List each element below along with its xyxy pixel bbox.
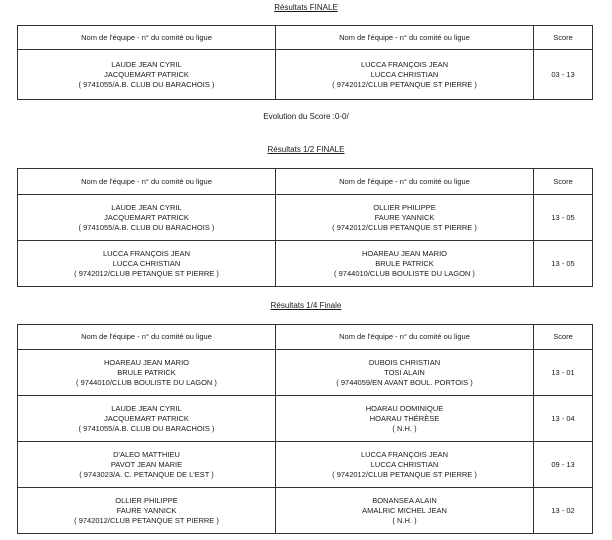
team2-cell — [276, 488, 534, 534]
player-name: FAURE YANNICK — [374, 212, 435, 222]
score-cell: 13 - 05 — [534, 195, 593, 241]
score-cell: 13 - 04 — [534, 396, 593, 442]
score-cell: 13 - 01 — [534, 350, 593, 396]
player-name: HOAREAU JEAN MARIO — [103, 357, 189, 367]
score-cell: 03 - 13 — [534, 50, 593, 100]
club-name: ( 9742012/CLUB PETANQUE ST PIERRE ) — [332, 79, 477, 89]
player-name: BONANSEA ALAIN — [372, 495, 437, 505]
player-name: BRULE PATRICK — [117, 367, 176, 377]
team2-cell — [276, 50, 534, 100]
player-name: JACQUEMART PATRICK — [104, 212, 189, 222]
header-score: Score — [534, 26, 593, 50]
team1-cell — [18, 488, 276, 534]
table-row — [18, 241, 593, 287]
player-name: LUCCA FRANÇOIS JEAN — [102, 248, 191, 258]
score-evolution: Evolution du Score :0-0/ — [263, 112, 349, 121]
club-name: ( 9742012/CLUB PETANQUE ST PIERRE ) — [332, 469, 477, 479]
player-name: HOARAU DOMINIQUE — [365, 403, 444, 413]
club-name: ( 9741055/A.B. CLUB DU BARACHOIS ) — [78, 79, 215, 89]
header-team2: Nom de l'équipe - n° du comité ou ligue — [276, 325, 534, 350]
header-team2: Nom de l'équipe - n° du comité ou ligue — [276, 26, 534, 50]
player-name: TOSI ALAIN — [384, 367, 425, 377]
team1-cell — [18, 195, 276, 241]
score-cell: 09 - 13 — [534, 442, 593, 488]
team2-cell — [276, 241, 534, 287]
quart-title: Résultats 1/4 Finale — [270, 301, 342, 310]
table-row — [18, 50, 593, 100]
team2-cell — [276, 396, 534, 442]
table-header-row — [18, 325, 593, 350]
player-name: PAVOT JEAN MARIE — [110, 459, 183, 469]
header-team1: Nom de l'équipe - n° du comité ou ligue — [18, 325, 276, 350]
player-name: OLLIER PHILIPPE — [115, 495, 178, 505]
table-header-row — [18, 26, 593, 50]
table-row — [18, 195, 593, 241]
player-name: HOAREAU JEAN MARIO — [361, 248, 447, 258]
player-name: LUCCA CHRISTIAN — [370, 459, 439, 469]
player-name: LAUDE JEAN CYRIL — [111, 202, 182, 212]
player-name: BRULE PATRICK — [375, 258, 434, 268]
team1-cell — [18, 350, 276, 396]
finale-title: Résultats FINALE — [274, 3, 338, 12]
finale-table — [17, 25, 593, 100]
club-name: ( N.H. ) — [392, 515, 417, 525]
club-name: ( 9742012/CLUB PETANQUE ST PIERRE ) — [74, 268, 219, 278]
club-name: ( 9744059/EN AVANT BOUL. PORTOIS ) — [336, 377, 473, 387]
table-row — [18, 442, 593, 488]
club-name: ( 9741055/A.B. CLUB DU BARACHOIS ) — [78, 423, 215, 433]
team2-cell — [276, 442, 534, 488]
player-name: DUBOIS CHRISTIAN — [368, 357, 441, 367]
team2-cell — [276, 350, 534, 396]
table-header-row — [18, 169, 593, 195]
player-name: HOARAU THÉRÈSE — [369, 413, 440, 423]
score-cell: 13 - 02 — [534, 488, 593, 534]
player-name: FAURE YANNICK — [116, 505, 177, 515]
club-name: ( 9744010/CLUB BOULISTE DU LAGON ) — [76, 377, 217, 387]
score-cell: 13 - 05 — [534, 241, 593, 287]
demi-title: Résultats 1/2 FINALE — [267, 145, 345, 154]
player-name: JACQUEMART PATRICK — [104, 413, 189, 423]
table-row — [18, 488, 593, 534]
player-name: OLLIER PHILIPPE — [373, 202, 436, 212]
team1-cell — [18, 442, 276, 488]
player-name: LUCCA FRANÇOIS JEAN — [360, 449, 449, 459]
club-name: ( 9742012/CLUB PETANQUE ST PIERRE ) — [332, 222, 477, 232]
player-name: LUCCA CHRISTIAN — [370, 69, 439, 79]
quart-table — [17, 324, 593, 534]
header-score: Score — [534, 169, 593, 195]
header-team1: Nom de l'équipe - n° du comité ou ligue — [18, 169, 276, 195]
header-team1: Nom de l'équipe - n° du comité ou ligue — [18, 26, 276, 50]
club-name: ( 9741055/A.B. CLUB DU BARACHOIS ) — [78, 222, 215, 232]
table-row — [18, 396, 593, 442]
team1-cell — [18, 50, 276, 100]
player-name: JACQUEMART PATRICK — [104, 69, 189, 79]
club-name: ( 9743023/A. C. PETANQUE DE L'EST ) — [79, 469, 214, 479]
team1-cell — [18, 396, 276, 442]
club-name: ( N.H. ) — [392, 423, 417, 433]
club-name: ( 9744010/CLUB BOULISTE DU LAGON ) — [334, 268, 475, 278]
player-name: LAUDE JEAN CYRIL — [111, 59, 182, 69]
player-name: LAUDE JEAN CYRIL — [111, 403, 182, 413]
team2-cell — [276, 195, 534, 241]
header-team2: Nom de l'équipe - n° du comité ou ligue — [276, 169, 534, 195]
team1-cell — [18, 241, 276, 287]
header-score: Score — [534, 325, 593, 350]
table-row — [18, 350, 593, 396]
demi-table — [17, 168, 593, 287]
player-name: LUCCA FRANÇOIS JEAN — [360, 59, 449, 69]
club-name: ( 9742012/CLUB PETANQUE ST PIERRE ) — [74, 515, 219, 525]
player-name: D'ALEO MATTHIEU — [113, 449, 180, 459]
player-name: AMALRIC MICHEL JEAN — [362, 505, 447, 515]
player-name: LUCCA CHRISTIAN — [112, 258, 181, 268]
